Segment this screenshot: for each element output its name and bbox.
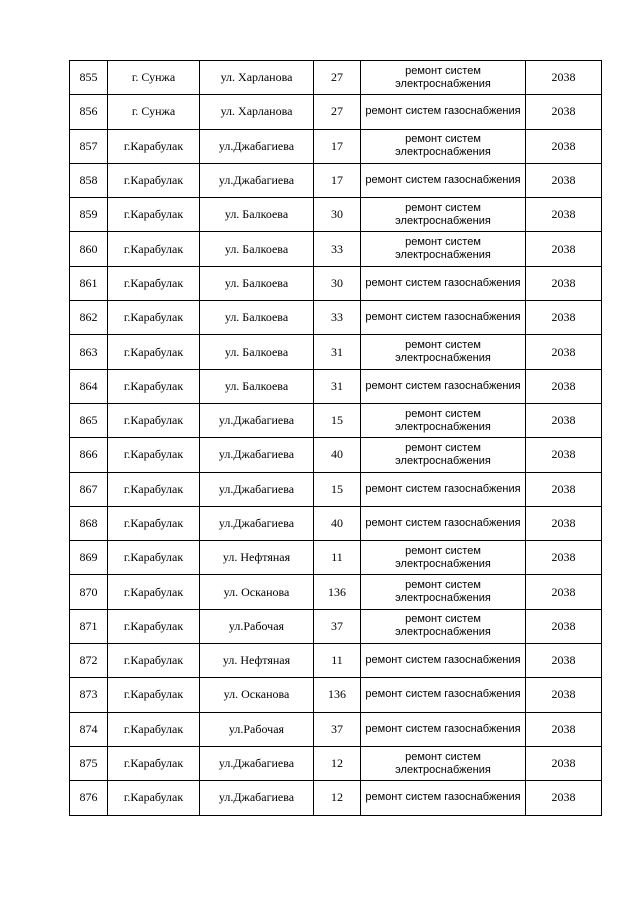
city-cell: г.Карабулак: [108, 609, 200, 643]
street-cell: ул.Джабагиева: [200, 163, 314, 197]
city-cell: г.Карабулак: [108, 438, 200, 472]
street-cell: ул.Джабагиева: [200, 472, 314, 506]
street-cell: ул.Рабочая: [200, 609, 314, 643]
house-number-cell: 31: [314, 369, 361, 403]
year-cell: 2038: [526, 95, 602, 129]
row-number-cell: 869: [70, 541, 108, 575]
street-cell: ул. Балкоева: [200, 335, 314, 369]
work-type-cell: ремонт систем газоснабжения: [361, 712, 526, 746]
work-type-cell: ремонт систем электроснабжения: [361, 438, 526, 472]
row-number-cell: 865: [70, 403, 108, 437]
house-number-cell: 33: [314, 232, 361, 266]
city-cell: г.Карабулак: [108, 746, 200, 780]
table-row: [70, 266, 602, 300]
street-cell: ул.Джабагиева: [200, 403, 314, 437]
street-cell: ул. Нефтяная: [200, 644, 314, 678]
work-type-cell: ремонт систем электроснабжения: [361, 335, 526, 369]
row-number-cell: 870: [70, 575, 108, 609]
city-cell: г.Карабулак: [108, 335, 200, 369]
city-cell: г. Сунжа: [108, 95, 200, 129]
house-number-cell: 37: [314, 609, 361, 643]
work-type-cell: ремонт систем газоснабжения: [361, 301, 526, 335]
table-row: [70, 781, 602, 815]
city-cell: г.Карабулак: [108, 472, 200, 506]
row-number-cell: 875: [70, 746, 108, 780]
year-cell: 2038: [526, 403, 602, 437]
table-row: [70, 301, 602, 335]
year-cell: 2038: [526, 438, 602, 472]
house-number-cell: 17: [314, 129, 361, 163]
table-body: [70, 61, 602, 816]
year-cell: 2038: [526, 369, 602, 403]
work-type-cell: ремонт систем электроснабжения: [361, 541, 526, 575]
row-number-cell: 855: [70, 61, 108, 95]
table-row: [70, 61, 602, 95]
house-number-cell: 30: [314, 266, 361, 300]
row-number-cell: 864: [70, 369, 108, 403]
house-number-cell: 12: [314, 781, 361, 815]
street-cell: ул.Джабагиева: [200, 438, 314, 472]
work-type-cell: ремонт систем газоснабжения: [361, 472, 526, 506]
row-number-cell: 863: [70, 335, 108, 369]
year-cell: 2038: [526, 129, 602, 163]
house-number-cell: 40: [314, 438, 361, 472]
year-cell: 2038: [526, 746, 602, 780]
work-type-cell: ремонт систем электроснабжения: [361, 403, 526, 437]
row-number-cell: 856: [70, 95, 108, 129]
year-cell: 2038: [526, 472, 602, 506]
street-cell: ул. Осканова: [200, 575, 314, 609]
street-cell: ул. Харланова: [200, 61, 314, 95]
work-type-cell: ремонт систем электроснабжения: [361, 575, 526, 609]
house-number-cell: 33: [314, 301, 361, 335]
city-cell: г.Карабулак: [108, 541, 200, 575]
street-cell: ул.Джабагиева: [200, 746, 314, 780]
row-number-cell: 859: [70, 198, 108, 232]
table-row: [70, 609, 602, 643]
row-number-cell: 871: [70, 609, 108, 643]
year-cell: 2038: [526, 712, 602, 746]
city-cell: г.Карабулак: [108, 198, 200, 232]
street-cell: ул. Осканова: [200, 678, 314, 712]
house-number-cell: 11: [314, 541, 361, 575]
row-number-cell: 862: [70, 301, 108, 335]
city-cell: г.Карабулак: [108, 369, 200, 403]
house-number-cell: 30: [314, 198, 361, 232]
street-cell: ул. Балкоева: [200, 198, 314, 232]
city-cell: г.Карабулак: [108, 781, 200, 815]
city-cell: г.Карабулак: [108, 232, 200, 266]
work-type-cell: ремонт систем газоснабжения: [361, 678, 526, 712]
city-cell: г.Карабулак: [108, 266, 200, 300]
work-type-cell: ремонт систем электроснабжения: [361, 746, 526, 780]
row-number-cell: 857: [70, 129, 108, 163]
city-cell: г.Карабулак: [108, 301, 200, 335]
house-number-cell: 15: [314, 472, 361, 506]
work-type-cell: ремонт систем газоснабжения: [361, 369, 526, 403]
street-cell: ул. Харланова: [200, 95, 314, 129]
city-cell: г.Карабулак: [108, 644, 200, 678]
city-cell: г.Карабулак: [108, 403, 200, 437]
street-cell: ул. Балкоева: [200, 266, 314, 300]
table-row: [70, 541, 602, 575]
house-number-cell: 11: [314, 644, 361, 678]
table-row: [70, 644, 602, 678]
row-number-cell: 861: [70, 266, 108, 300]
house-number-cell: 37: [314, 712, 361, 746]
street-cell: ул. Балкоева: [200, 369, 314, 403]
year-cell: 2038: [526, 541, 602, 575]
street-cell: ул.Джабагиева: [200, 506, 314, 540]
work-type-cell: ремонт систем газоснабжения: [361, 644, 526, 678]
work-type-cell: ремонт систем электроснабжения: [361, 198, 526, 232]
house-number-cell: 136: [314, 575, 361, 609]
table-row: [70, 232, 602, 266]
city-cell: г.Карабулак: [108, 678, 200, 712]
row-number-cell: 868: [70, 506, 108, 540]
table-row: [70, 403, 602, 437]
table-row: [70, 438, 602, 472]
street-cell: ул. Балкоева: [200, 301, 314, 335]
table-row: [70, 678, 602, 712]
house-number-cell: 136: [314, 678, 361, 712]
house-number-cell: 27: [314, 61, 361, 95]
year-cell: 2038: [526, 301, 602, 335]
city-cell: г.Карабулак: [108, 712, 200, 746]
city-cell: г.Карабулак: [108, 575, 200, 609]
row-number-cell: 876: [70, 781, 108, 815]
house-number-cell: 17: [314, 163, 361, 197]
work-type-cell: ремонт систем электроснабжения: [361, 61, 526, 95]
work-type-cell: ремонт систем электроснабжения: [361, 129, 526, 163]
work-type-cell: ремонт систем газоснабжения: [361, 781, 526, 815]
table-row: [70, 335, 602, 369]
row-number-cell: 873: [70, 678, 108, 712]
city-cell: г.Карабулак: [108, 163, 200, 197]
year-cell: 2038: [526, 506, 602, 540]
year-cell: 2038: [526, 198, 602, 232]
row-number-cell: 860: [70, 232, 108, 266]
city-cell: г.Карабулак: [108, 506, 200, 540]
year-cell: 2038: [526, 644, 602, 678]
row-number-cell: 867: [70, 472, 108, 506]
house-number-cell: 27: [314, 95, 361, 129]
year-cell: 2038: [526, 609, 602, 643]
house-number-cell: 12: [314, 746, 361, 780]
work-type-cell: ремонт систем электроснабжения: [361, 609, 526, 643]
work-type-cell: ремонт систем газоснабжения: [361, 163, 526, 197]
street-cell: ул.Джабагиева: [200, 129, 314, 163]
row-number-cell: 872: [70, 644, 108, 678]
house-number-cell: 31: [314, 335, 361, 369]
street-cell: ул. Балкоева: [200, 232, 314, 266]
year-cell: 2038: [526, 781, 602, 815]
row-number-cell: 874: [70, 712, 108, 746]
row-number-cell: 866: [70, 438, 108, 472]
work-type-cell: ремонт систем электроснабжения: [361, 232, 526, 266]
year-cell: 2038: [526, 335, 602, 369]
table-row: [70, 198, 602, 232]
city-cell: г.Карабулак: [108, 129, 200, 163]
year-cell: 2038: [526, 575, 602, 609]
year-cell: 2038: [526, 678, 602, 712]
row-number-cell: 858: [70, 163, 108, 197]
house-number-cell: 15: [314, 403, 361, 437]
table-row: [70, 506, 602, 540]
work-type-cell: ремонт систем газоснабжения: [361, 95, 526, 129]
repair-schedule-table: [69, 60, 602, 816]
year-cell: 2038: [526, 61, 602, 95]
work-type-cell: ремонт систем газоснабжения: [361, 266, 526, 300]
table-row: [70, 712, 602, 746]
table-row: [70, 746, 602, 780]
city-cell: г. Сунжа: [108, 61, 200, 95]
year-cell: 2038: [526, 163, 602, 197]
table-row: [70, 95, 602, 129]
table-row: [70, 472, 602, 506]
table-row: [70, 129, 602, 163]
table-row: [70, 369, 602, 403]
year-cell: 2038: [526, 232, 602, 266]
street-cell: ул.Джабагиева: [200, 781, 314, 815]
work-type-cell: ремонт систем газоснабжения: [361, 506, 526, 540]
street-cell: ул. Нефтяная: [200, 541, 314, 575]
table-row: [70, 163, 602, 197]
house-number-cell: 40: [314, 506, 361, 540]
street-cell: ул.Рабочая: [200, 712, 314, 746]
year-cell: 2038: [526, 266, 602, 300]
table-row: [70, 575, 602, 609]
